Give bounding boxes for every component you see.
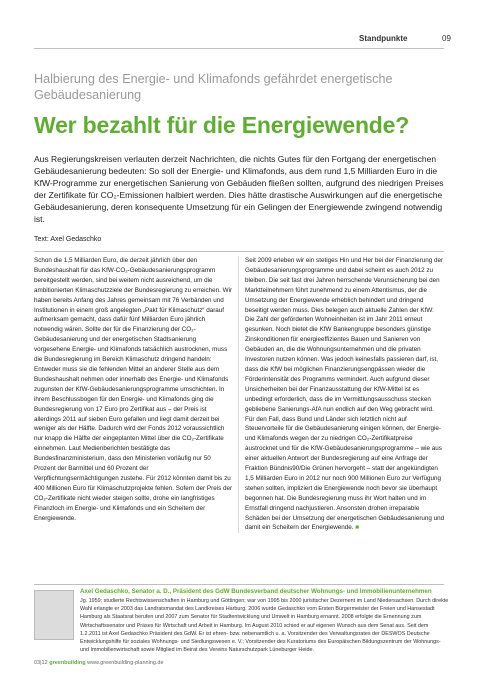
body-column-left — [34, 256, 234, 523]
bio-heading: Axel Gedaschko, Senator a. D., Präsident des GdW Bundesverband deutscher Wohnungs- und Immobilienunternehmen — [80, 588, 432, 595]
article-lead — [34, 153, 444, 225]
body-paragraph-right — [245, 256, 445, 533]
bio-text: Jg. 1959; studierte Rechtswissenschaften in Hamburg und Göttingen; war von 1995 bis 2000 juristischer Dezernent im Land Niedersachsen. Durch direkte Wahl erlangte er 2003 das Landratsmandat des Landkreises Harburg. 2006 wurde Gedaschko vom Ersten Bürgermeister der Freien und Hansestadt Hamburg als Staatsrat berufen und 2007 zum Senator für Stadtentwicklung und Umwelt in Hamburg ernannt. 2008 erfolgte die Ernennung zum Wirtschaftssenator und Präses für Wirtschaft und Arbeit in Hamburg. Im August 2010 schied er auf eigenen Wunsch aus dem Senat aus. Seit dem 1.2.2011 ist Axel Gedaschko Präsident des GdW. Er ist ehren- bzw. nebenamtlich u. a. Vorsitzender des Verwaltungsrates der DESWOS Deutsche Entwicklungshilfe für soziales Wohnungs- und Siedlungswesen e. V.; Vorsitzender des Kuratoriums des Europäischen Bildungszentrum der Wohnungs- und Immobilienwirtschaft sowie Mitglied im Beirat des Vereins Naturschutzpark Lüneburger Heide. — [80, 598, 449, 654]
footer-brand: greenbuilding — [49, 660, 86, 666]
section-label: Standpunkte — [359, 34, 408, 43]
column-separator — [238, 256, 239, 533]
body-text-right: Seit 2009 erleben wir ein stetiges Hin und Her bei der Finanzierung der Gebäudesanierungsprogramme und dabei scheint es auch 2012 zu bleiben. Die seit fast drei Jahren herrschende Verunsicherung bei den Marktteilnehmern führt zunehmend zu einem Attentismus, der die Umsetzung der Energiewende erheblich behindert und dringend beseitigt werden muss. Dies belegen auch aktuelle Zahlen der KfW: Die Zahl der geförderten Wohneinheiten ist im Jahr 2011 erneut gesunken. Noch bietet die KfW Bankengruppe besonders günstige Zinskonditionen für energieeffizientes Bauen und Sanieren von Gebäuden an, die die Wohnungsunternehmen und die privaten Investoren nutzen können. Was jedoch keinesfalls passieren darf, ist, dass die KfW bei möglichen Finanzierungsengpässen wieder die Förderintensität des Programms vermindert. Auch aufgrund dieser Unsicherheiten bei der Finanzausstattung der KfW-Mittel ist es unbedingt erforderlich, dass die im Vermittlungsausschuss stecken gebliebene Sanierungs-AfA nun endlich auf den Weg gebracht wird. Für den Fall, dass Bund und Länder sich letztlich nicht auf Steuervorteile für die Gebäudesanierung einigen können, der Energie- und Klimafonds wegen der zu niedrigen CO₂-Zertifikatpreise austrocknet und für die KfW-Gebäudesanierungsprogramme – wie aus einer aktuellen Antwort der Bundesregierung auf eine Anfrage der Fraktion Bündnis90/Die Grünen hervorgeht – statt der angekündigten 1,5 Milliarden Euro in 2012 nur noch 900 Millionen Euro zur Verfügung stehen sollten, impliziert die Energiewende noch bevor sie überhaupt begonnen hat. Die Bundesregierung muss ihr Wort halten und im Ernstfall dringend nachjustieren. Ansonsten drohen irreparable Schäden bei der Umsetzung der energetischen Gebäudesanierung und damit ein Scheitern der Energiewende. — [245, 257, 445, 532]
columns-divider — [34, 251, 444, 252]
body-paragraph-left: Schon die 1,5 Milliarden Euro, die derzeit jährlich über den Bundeshaushalt für das KfW-CO₂-Gebäudesanierungsprogramm bereitgestellt werden, sind bei weitem nicht ausreichend, um die ambitionierten Klimaschutzziele der Bundesregierung zu erreichen. Wir haben bereits Anfang des Jahres gemeinsam mit 76 Verbänden und Institutionen in einem groß angelegten „Pakt für Klimaschutz“ darauf aufmerksam gemacht, dass dafür fünf Milliarden Euro jährlich notwendig wären. Sollte der für die Finanzierung der CO₂-Gebäudesanierung und der energetischen Stadtsanierung vorgesehene Energie- und Klimafonds tatsächlich austrocknen, muss die Bundesregierung im Bereich Klimaschutz dringend handeln: Entweder muss sie die fehlenden Mittel an anderer Stelle aus dem Bundeshaushalt nehmen oder innerhalb des Energie- und Klimafonds zugunsten der KfW-Gebäudesanierungsprogramme umschichten. In ihrem Beschlussbogen für den Energie- und Klimafonds ging die Bundesregierung von 17 Euro pro Zertifikat aus – der Preis ist allerdings 2011 auf sieben Euro gefallen und liegt damit derzeit bei weniger als der Hälfte. Dadurch wird der Fonds 2012 voraussichtlich nur knapp die Hälfte der eingeplanten Mittel über die CO₂-Zertifikate einnehmen. Laut Medienberichten bestätigte das Bundesfinanzministerium, dass den Ministerien vorläufig nur 50 Prozent der Barmittel und 60 Prozent der Verpflichtungsermächtigungen zustehe. Für 2012 könnten damit bis zu 400 Millionen Euro für Klimaschutzprojekte fehlen. Sofern der Preis der CO₂-Zertifikate nicht wieder steigen sollte, drohe ein langfristiges Finanzloch im Energie- und Klimafonds und ein Scheitern der Energiewende. — [34, 257, 233, 522]
article-title: Wer bezahlt für die Energiewende? — [34, 112, 410, 138]
body-column-right — [245, 256, 445, 533]
page-number: 09 — [442, 34, 451, 43]
end-mark-icon: ■ — [355, 524, 360, 532]
author-credit: Text: Axel Gedaschko — [34, 236, 102, 243]
footer — [34, 660, 164, 666]
bio-divider — [34, 584, 444, 585]
footer-url[interactable]: www.greenbuilding-planning.de — [87, 660, 164, 666]
lead-paragraph: Aus Regierungskreisen verlauten derzeit Nachrichten, die nichts Gutes für den Fortgang der energetischen Gebäudesanierung bedeuten: So soll der Energie- und Klimafonds, aus dem rund 1,5 Milliarden Euro in die KfW-Programme zur energetischen Sanierung von Gebäuden fließen sollten, aufgrund des niedrigen Preises der Zertifikate für CO₂-Emissionen halbiert werden. Dies hätte drastische Auswirkungen auf die energetische Gebäudesanierung, deren konsequente Umsetzung für ein Gelingen der Energiewende zwingend notwendig ist. — [34, 154, 444, 224]
bio-photo — [34, 590, 74, 640]
article-subtitle: Halbierung des Energie- und Klimafonds gefährdet energetische Gebäudesanierung — [34, 72, 393, 102]
header-divider — [34, 48, 444, 49]
footer-issue: 03|12 — [34, 660, 48, 666]
